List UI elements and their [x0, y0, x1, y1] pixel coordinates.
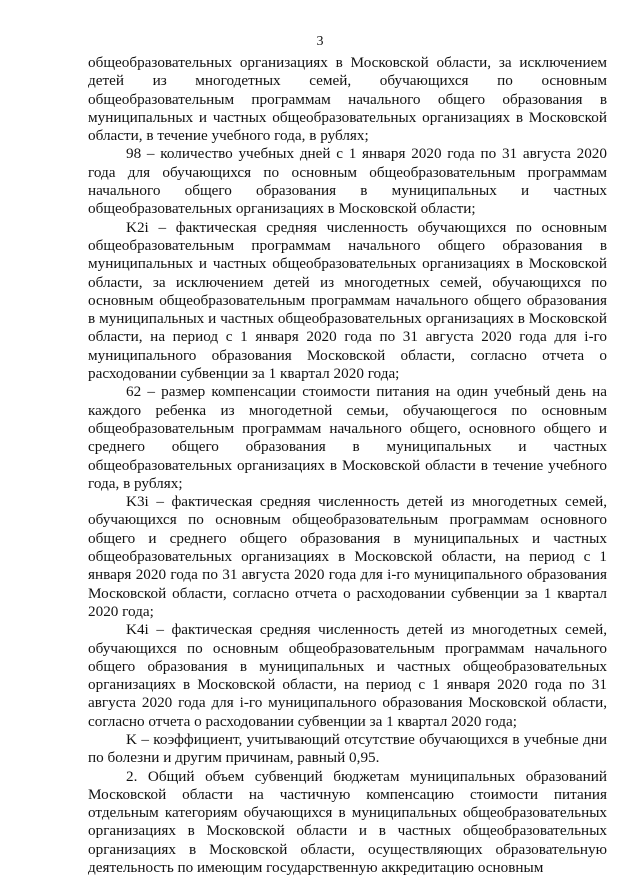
paragraph-k4i: K4i – фактическая средняя численность детей из многодетных семей, обучающихся по основным общеобразовательным программам начального общего образования в муниципальных и частных общеобразовательных организациях в Московской области, на период с 1 января 2020 года по 31 августа 2020 года для i-го муниципального образования Московской области, согласно отчета о расходовании субвенции за 1 квартал 2020 года;: [88, 621, 607, 730]
paragraph-section-2: 2. Общий объем субвенций бюджетам муниципальных образований Московской области на частичную компенсацию стоимости питания отдельным категориям обучающихся в муниципальных общеобразовательных организациях в Московской области и в частных общеобразовательных организациях в Московской области, осуществляющих образовательную деятельность по имеющим государственную аккредитацию основным: [88, 767, 607, 877]
paragraph-compensation-size: 62 – размер компенсации стоимости питания на один учебный день на каждого ребенка из многодетной семьи, обучающегося по основным общеобразовательным программам начального общего, основного общего и среднего общего образования в муниципальных и частных общеобразовательных организациях в Московской области в течение учебного года, в рублях;: [88, 383, 607, 492]
paragraph-coefficient-k: K – коэффициент, учитывающий отсутствие обучающихся в учебные дни по болезни и другим причинам, равный 0,95.: [88, 730, 607, 767]
paragraph-k2i: K2i – фактическая средняя численность обучающихся по основным общеобразовательным программам начального общего образования в муниципальных и частных общеобразовательных организациях в Московской области, за исключением детей из многодетных семей, обучающихся по основным общеобразовательным программам начального общего образования в муниципальных и частных общеобразовательных организациях в Московской области, на период с 1 января 2020 года по 31 августа 2020 года для i-го муниципального образования Московской области, согласно отчета о расходовании субвенции за 1 квартал 2020 года;: [88, 218, 607, 383]
paragraph-continuation: общеобразовательных организациях в Московской области, за исключением детей из многодетных семей, обучающихся по основным общеобразовательным программам начального общего образования в муниципальных и частных общеобразовательных организациях в Московской области, в течение учебного года, в рублях;: [88, 54, 607, 145]
paragraph-k3i: K3i – фактическая средняя численность детей из многодетных семей, обучающихся по основным общеобразовательным программам основного общего и среднего общего образования в муниципальных и частных общеобразовательных организациях в Московской области, на период с 1 января 2020 года по 31 августа 2020 года для i-го муниципального образования Московской области, согласно отчета о расходовании субвенции за 1 квартал 2020 года;: [88, 493, 607, 620]
paragraph-school-days: 98 – количество учебных дней с 1 января 2020 года по 31 августа 2020 года для обучающихся по основным общеобразовательным программам начального общего образования в муниципальных и частных общеобразовательных организациях в Московской области;: [88, 145, 607, 218]
document-body: [88, 54, 607, 877]
page-number: 3: [316, 34, 324, 49]
